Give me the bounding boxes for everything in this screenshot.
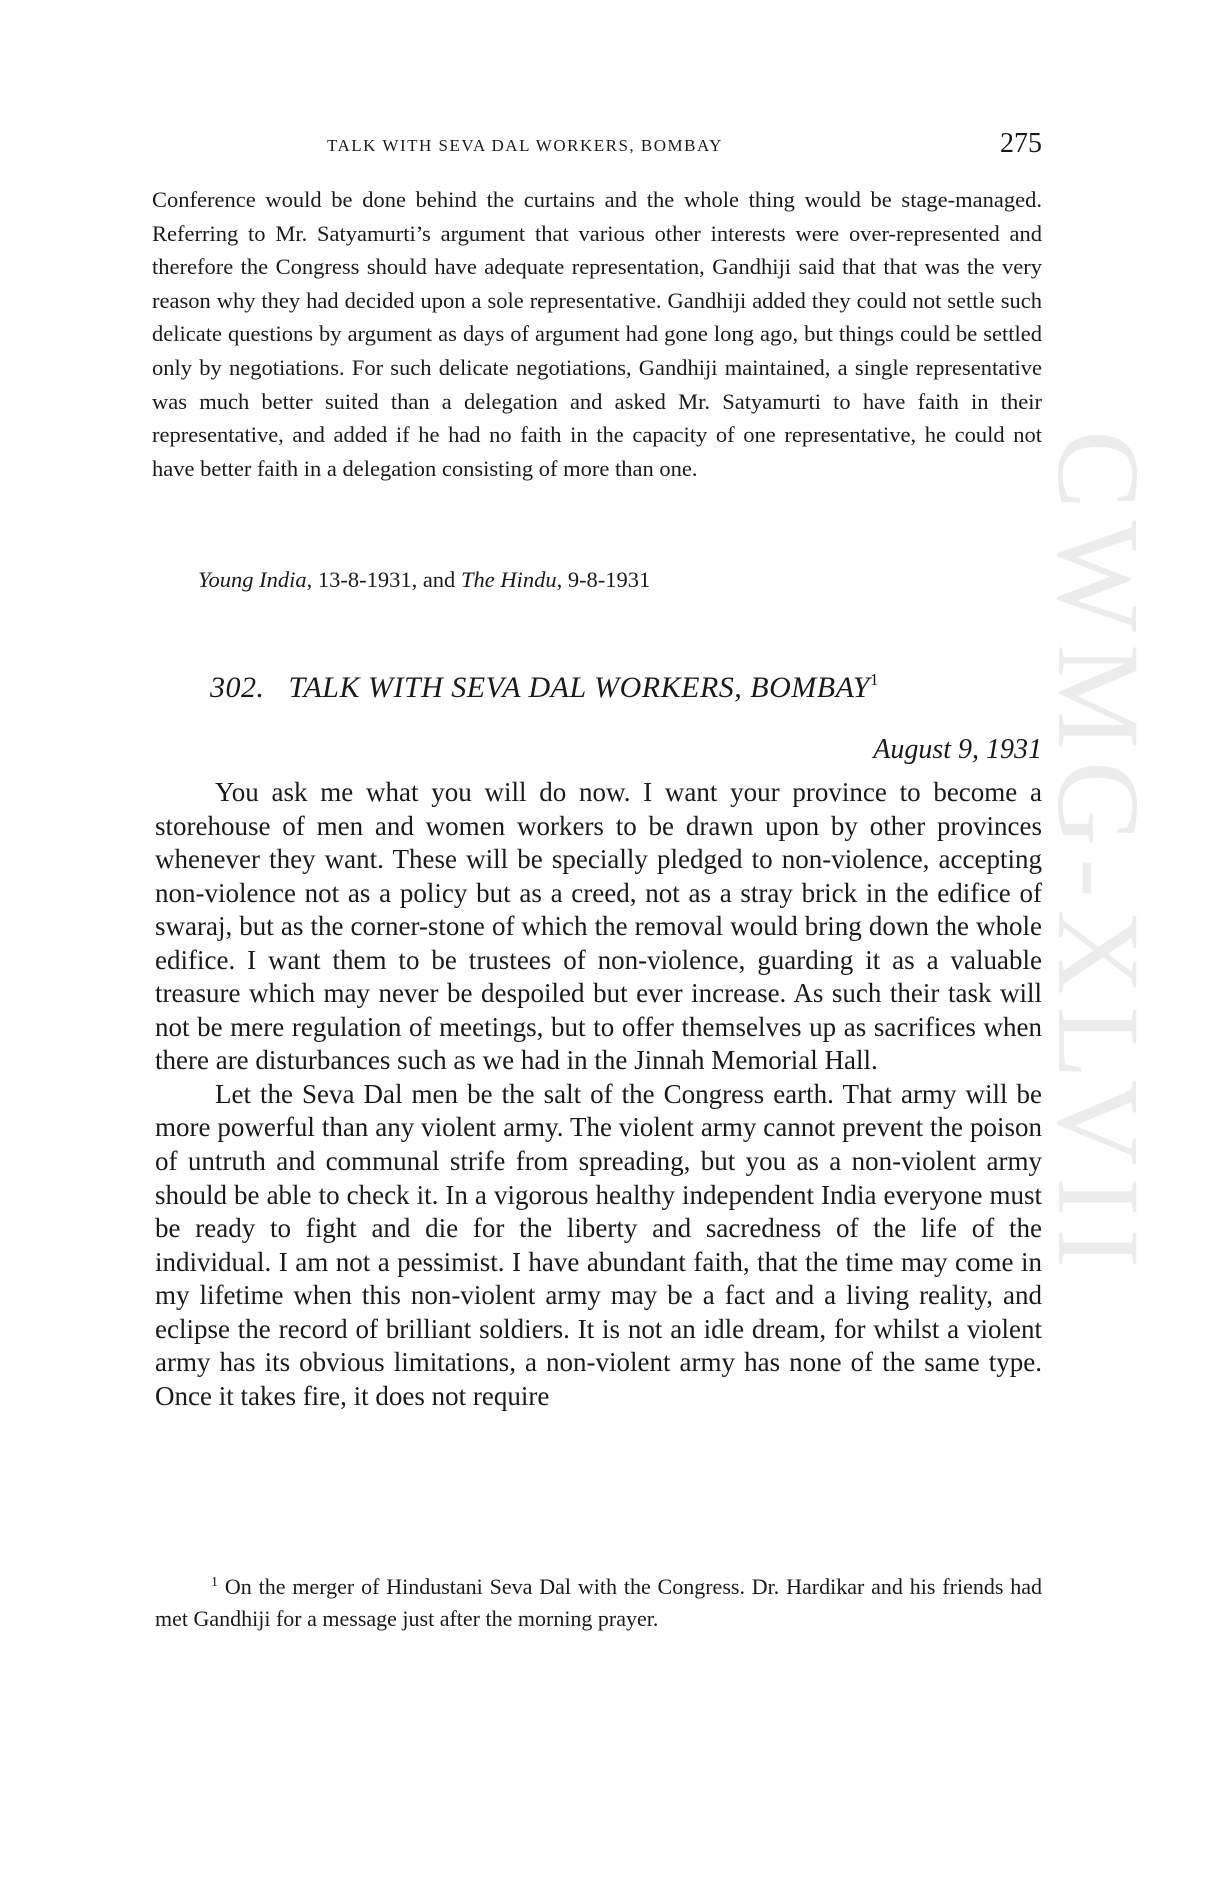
footnote-marker: 1 bbox=[869, 670, 879, 689]
watermark: CWMG-XLVII bbox=[1033, 430, 1164, 1280]
footnote bbox=[155, 1567, 1042, 1635]
source-citation bbox=[198, 563, 898, 597]
article-title: 302. TALK WITH SEVA DAL WORKERS, BOMBAY bbox=[210, 671, 870, 704]
footnote-text: On the merger of Hindustani Seva Dal with the Congress. Dr. Hardikar and his friends had met Gandhiji for a message just after the morning prayer. bbox=[155, 1574, 1043, 1631]
article-heading bbox=[210, 670, 1040, 705]
source-date-2: , 9-8-1931 bbox=[556, 567, 651, 592]
body-paragraph: Let the Seva Dal men be the salt of the Congress earth. That army will be more powerful than any violent army. The violent army cannot prevent the poison of untruth and communal strife from spreading, but you as a non-violent army should be able to check it. In a vigorous healthy independent India everyone must be ready to fight and die for the liberty and sacredness of the life of the individual. I am not a pessimist. I have abundant faith, that the time may come in my lifetime when this non-violent army may be a fact and a living reality, and eclipse the record of brilliant soldiers. It is not an idle dream, for whilst a violent army has its obvious limitations, a non-violent army has none of the same type. Once it takes fire, it does not require bbox=[155, 1078, 1042, 1411]
footnote-number: 1 bbox=[211, 1575, 218, 1590]
page-number: 275 bbox=[1000, 128, 1042, 159]
running-head bbox=[152, 128, 1042, 168]
body-paragraph: You ask me what you will do now. I want your province to become a storehouse of men and women workers to be drawn upon by other provinces whenever they want. These will be specially pledged to non-violence, accepting non-violence not as a policy but as a creed, not as a stray brick in the edifice of swaraj, but as the corner-stone of which the removal would bring down the whole edifice. I want them to be trustees of non-violence, guarding it as a valuable treasure which may never be despoiled but ever increase. As such their task will not be mere regulation of meetings, but to offer themselves up as sacrifices when there are disturbances such as we had in the Jinnah Memorial Hall. bbox=[155, 777, 1042, 1076]
previous-item-text bbox=[152, 183, 1042, 485]
article-date: August 9, 1931 bbox=[873, 734, 1042, 765]
running-title: TALK WITH SEVA DAL WORKERS, BOMBAY bbox=[327, 136, 723, 155]
source-title-hindu: The Hindu bbox=[460, 567, 557, 592]
previous-item-paragraph: Conference would be done behind the curtains and the whole thing would be stage-managed. Referring to Mr. Satyamurti’s argument that various other interests were over-represented and therefore the Congress should have adequate representation, Gandhiji said that that was the very reason why they had decided upon a sole representative. Gandhiji added they could not settle such delicate questions by argument as days of argument had gone long ago, but things could be settled only by negotiations. For such delicate negotiations, Gandhiji maintained, a single representative was much better suited than a delegation and asked Mr. Satyamurti to have faith in their representative, and added if he had no faith in the capacity of one representative, he could not have better faith in a delegation consisting of more than one. bbox=[152, 187, 1042, 481]
source-date-1: , 13-8-1931, and bbox=[306, 567, 461, 592]
source-title-young-india: Young India bbox=[198, 567, 307, 592]
article-body bbox=[155, 776, 1042, 1413]
